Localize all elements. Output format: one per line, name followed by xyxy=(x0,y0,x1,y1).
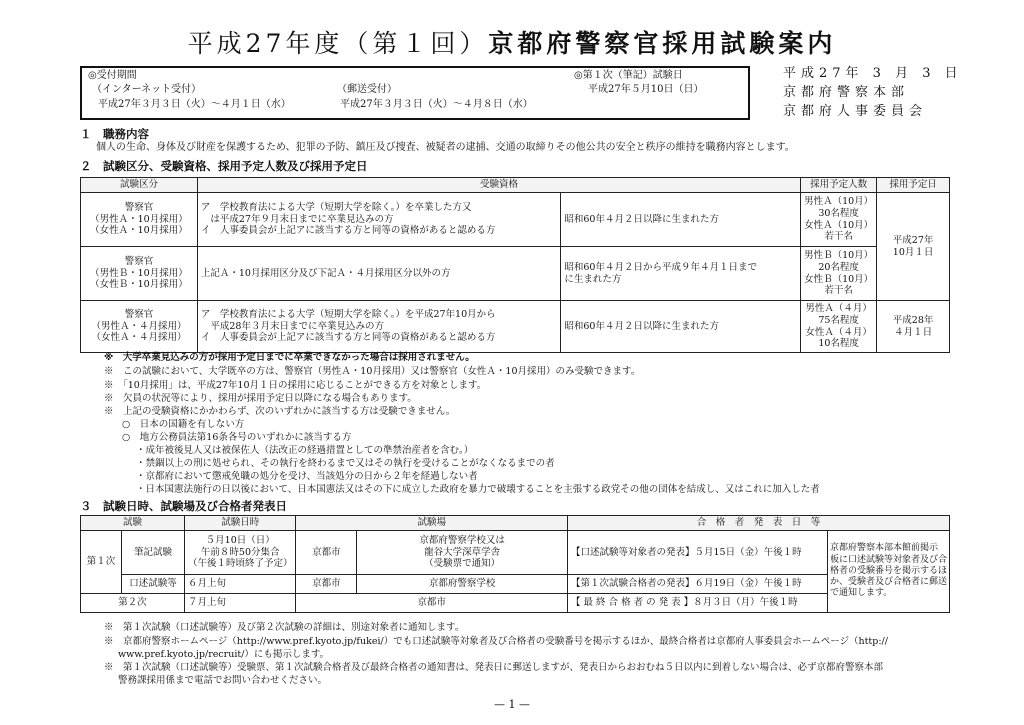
header-number: 採用予定人数 xyxy=(801,178,877,193)
table-row xyxy=(81,193,950,247)
table-row xyxy=(81,531,950,575)
table-row xyxy=(81,247,950,301)
qualification-cell: ア 学校教育法による大学（短期大学を除く。）を平成27年10月から 平成28年３月末日までに卒業見込みの方 イ 人事委員会が上記アに該当する方と同等の資格があると認める方 xyxy=(197,301,561,353)
note: ※ 上記の受験資格にかかわらず、次のいずれかに該当する方は受験できません。 xyxy=(104,406,456,417)
note: ※ 欠員の状況等により、採用が採用予定日以降になる場合もあります。 xyxy=(104,393,417,404)
venue-cell: 京都府警察学校又は 龍谷大学深草学舎 （受験票で通知） xyxy=(357,531,568,575)
table-row xyxy=(81,301,950,353)
city-cell: 京都市 xyxy=(296,575,357,594)
header-qualification: 受験資格 xyxy=(197,178,800,193)
birth-cell: 昭和60年４月２日から平成９年４月１日まで に生まれた方 xyxy=(561,247,801,301)
section1-text: 個人の生命、身体及び財産を保護するため、犯罪の予防、鎮圧及び捜査、被疑者の逮捕、交通の取締りその他公共の安全と秩序の維持を職務内容とします。 xyxy=(96,142,795,153)
reception-period-label: ◎受付期間 xyxy=(88,70,137,81)
date-cell: 平成28年 ４月１日 xyxy=(877,301,950,353)
mail-dates: 平成27年３月３日（火）～４月８日（水） xyxy=(340,99,533,110)
exam-date: 平成27年５月10日（日） xyxy=(588,84,704,95)
date-cell: 平成27年 10月１日 xyxy=(877,193,950,301)
announcement-cell: 【第１次試験合格者の発表】６月19日（金）午後１時 xyxy=(567,575,827,594)
datetime-cell: ７月上旬 xyxy=(184,594,296,613)
disqualification: ○ 日本の国籍を有しない方 xyxy=(122,419,245,430)
qualification-table xyxy=(80,177,950,353)
internet-dates: 平成27年３月３日（火）～４月１日（水） xyxy=(98,99,291,110)
exam-type-cell: 筆記試験 xyxy=(122,531,185,575)
section3-heading: ３ 試験日時、試験場及び合格者発表日 xyxy=(80,499,287,513)
header-date: 採用予定日 xyxy=(877,178,950,193)
note: ※ 第１次試験（口述試験等）及び第２次試験の詳細は、別途対象者に通知します。 xyxy=(104,622,465,633)
note: www.pref.kyoto.jp/recruit/）にも掲示します。 xyxy=(118,649,330,660)
birth-cell: 昭和60年４月２日以降に生まれた方 xyxy=(561,301,801,353)
note: ※ 大学卒業見込みの方が採用予定日までに卒業できなかった場合は採用されません。 xyxy=(104,352,475,363)
table-row xyxy=(81,594,950,613)
note: ※ 第１次試験（口述試験等）受験票、第１次試験合格者及び最終合格者の通知書は、発表日に郵送しますが、発表日からおおむね５日以内に到着しない場合は、必ず京都府警察本部 xyxy=(104,662,884,673)
page-number: — 1 — xyxy=(494,698,530,711)
exam-schedule-table xyxy=(80,515,950,613)
note: 警務課採用係まで電話でお問い合わせください。 xyxy=(118,675,328,686)
number-cell: 男性Ａ（４月） 75名程度 女性Ａ（４月） 10名程度 xyxy=(801,301,877,353)
note: ※ 「10月採用」は、平成27年10月１日の採用に応じることができる方を対象とします。 xyxy=(104,380,487,391)
section1-heading: １ 職務内容 xyxy=(80,127,149,141)
first-stage-cell: 第１次 xyxy=(81,531,122,594)
venue-cell: 京都府警察学校 xyxy=(357,575,568,594)
page-title: 平成27年度（第１回）京都府警察官採用試験案内 xyxy=(187,29,837,58)
category-cell: 警察官 （男性Ｂ・10月採用） （女性Ｂ・10月採用） xyxy=(81,247,198,301)
announcement-cell: 【口述試験等対象者の発表】５月15日（金）午後１時 xyxy=(567,531,827,575)
mail-label: （郵送受付） xyxy=(337,84,397,95)
issuer-police: 京都府警察本部 xyxy=(783,85,910,100)
number-cell: 男性Ａ（10月） 30名程度 女性Ａ（10月） 若干名 xyxy=(801,193,877,247)
datetime-cell: ６月上旬 xyxy=(184,575,296,594)
exam-date-label: ◎第１次（筆記）試験日 xyxy=(574,70,683,81)
qualification-cell: ア 学校教育法による大学（短期大学を除く。）を卒業した方又 は平成27年９月末日までに卒業見込みの方 イ 人事委員会が上記アに該当する方と同等の資格があると認める方 xyxy=(197,193,561,247)
issue-date: 平成27年 3 月 3 日 xyxy=(783,66,963,81)
birth-cell: 昭和60年４月２日以降に生まれた方 xyxy=(561,193,801,247)
disqualification: ○ 地方公務員法第16条各号のいずれかに該当する方 xyxy=(122,432,352,443)
note: ※ 京都府警察ホームページ（http://www.pref.kyoto.jp/fukei/）でも口述試験等対象者及び合格者の受験番号を掲示するほか、最終合格者は京都府人事委員会ホームページ（http:// xyxy=(104,636,888,647)
header-category: 試験区分 xyxy=(81,178,198,193)
second-stage-cell: 第２次 xyxy=(81,594,185,613)
table-header xyxy=(81,516,950,531)
section2-heading: ２ 試験区分、受験資格、採用予定人数及び採用予定日 xyxy=(80,159,368,173)
category-cell: 警察官 （男性Ａ・10月採用） （女性Ａ・10月採用） xyxy=(81,193,198,247)
notice-board-note: 京都府警察本部本館前掲示 板に口述試験等対象者及び合 格者の受験番号を掲示するほ か、受験者及び合格者に郵送 で通知します。 xyxy=(827,531,949,613)
header-exam: 試験 xyxy=(81,516,185,531)
city-cell: 京都市 xyxy=(296,531,357,575)
schedule-box xyxy=(80,66,750,120)
datetime-cell: ５月10日（日） 午前８時50分集合 （午後１時頃終了予定） xyxy=(184,531,296,575)
disqualification-item: ・日本国憲法施行の日以後において、日本国憲法又はその下に成立した政府を暴力で破壊することを主張する政党その他の団体を結成し、又はこれに加入した者 xyxy=(136,484,820,495)
announcement-cell: 【 最 終 合 格 者 の 発 表 】８月３日（月）午後１時 xyxy=(567,594,827,613)
table-header xyxy=(81,178,950,193)
number-cell: 男性Ｂ（10月） 20名程度 女性Ｂ（10月） 若干名 xyxy=(801,247,877,301)
category-cell: 警察官 （男性Ａ・４月採用） （女性Ａ・４月採用） xyxy=(81,301,198,353)
exam-type-cell: 口述試験等 xyxy=(122,575,185,594)
internet-label: （インターネット受付） xyxy=(92,84,202,95)
table-row xyxy=(81,575,950,594)
header-venue: 試験場 xyxy=(296,516,568,531)
issuer-commission: 京都府人事委員会 xyxy=(783,104,928,119)
note: ※ この試験において、大学既卒の方は、警察官（男性Ａ・10月採用）又は警察官（女性Ａ・10月採用）のみ受験できます。 xyxy=(104,366,641,377)
disqualification-item: ・成年被後見人又は被保佐人（法改正の経過措置としての準禁治産者を含む。） xyxy=(136,445,474,456)
header-announcement: 合 格 者 発 表 日 等 xyxy=(567,516,949,531)
disqualification-item: ・禁錮以上の刑に処せられ、その執行を終わるまで又はその執行を受けることがなくなるまでの者 xyxy=(136,458,555,469)
disqualification-item: ・京都府において懲戒免職の処分を受け、当該処分の日から２年を経過しない者 xyxy=(136,471,478,482)
city-cell: 京都市 xyxy=(296,594,568,613)
header-datetime: 試験日時 xyxy=(184,516,296,531)
qualification-cell: 上記Ａ・10月採用区分及び下記Ａ・４月採用区分以外の方 xyxy=(197,247,561,301)
